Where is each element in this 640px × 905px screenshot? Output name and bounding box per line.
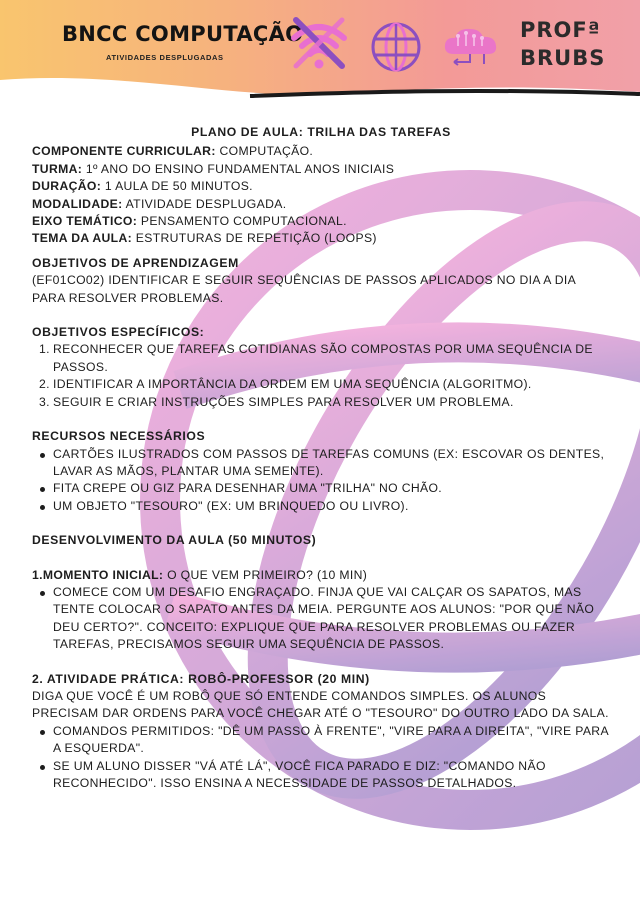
recursos-list <box>32 446 610 516</box>
list-item: SE UM ALUNO DISSER "VÁ ATÉ LÁ", VOCÊ FICA PARADO E DIZ: "COMANDO NÃO RECONHECIDO". ISSO ENSINA A NECESSIDADE DE PASSOS DETALHADOS. <box>32 758 610 793</box>
objetivos-especificos-list <box>32 341 610 411</box>
momento-inicial-list <box>32 584 610 654</box>
info-label: MODALIDADE: <box>32 196 123 211</box>
info-value: ATIVIDADE DESPLUGADA. <box>122 196 287 211</box>
list-number: 3. <box>39 394 50 409</box>
momento-inicial-heading <box>32 567 610 584</box>
author-line1: PROFª <box>520 18 601 42</box>
info-value: PENSAMENTO COMPUTACIONAL. <box>137 214 347 229</box>
page-title: PLANO DE AULA: TRILHA DAS TAREFAS <box>191 125 451 139</box>
brand-subtitle: ATIVIDADES DESPLUGADAS <box>106 53 224 62</box>
section-heading-objetivos-aprendizagem: OBJETIVOS DE APRENDIZAGEM <box>32 255 239 270</box>
atividade-pratica-text: DIGA QUE VOCÊ É UM ROBÔ QUE SÓ ENTENDE COMANDOS SIMPLES. OS ALUNOS PRECISAM DAR ORDENS PARA VOCÊ CHEGAR ATÉ O "TESOURO" DO OUTRO LADO DA SALA. <box>32 688 609 721</box>
list-item: CARTÕES ILUSTRADOS COM PASSOS DE TAREFAS COMUNS (EX: ESCOVAR OS DENTES, LAVAR AS MÃOS, PLANTAR UMA SEMENTE). <box>32 446 610 481</box>
brand-title: BNCC COMPUTAÇÃO <box>62 22 304 46</box>
list-item-text: RECONHECER QUE TAREFAS COTIDIANAS SÃO COMPOSTAS POR UMA SEQUÊNCIA DE PASSOS. <box>53 342 593 374</box>
momento-inicial-label: 1.MOMENTO INICIAL: <box>32 567 164 582</box>
info-label: TEMA DA AULA: <box>32 231 133 246</box>
info-tema <box>32 230 610 247</box>
section-heading-recursos: RECURSOS NECESSÁRIOS <box>32 429 206 444</box>
info-value: ESTRUTURAS DE REPETIÇÃO (LOOPS) <box>132 231 377 246</box>
list-item-text: SEGUIR E CRIAR INSTRUÇÕES SIMPLES PARA RESOLVER UM PROBLEMA. <box>53 394 514 409</box>
list-item: FITA CREPE OU GIZ PARA DESENHAR UMA "TRILHA" NO CHÃO. <box>32 480 610 497</box>
list-item: COMANDOS PERMITIDOS: "DÊ UM PASSO À FRENTE", "VIRE PARA A DIREITA", "VIRE PARA A ESQUERDA". <box>32 723 610 758</box>
list-item <box>32 341 610 376</box>
info-block <box>32 143 610 247</box>
momento-inicial-value: O QUE VEM PRIMEIRO? (10 MIN) <box>163 567 368 582</box>
list-number: 1. <box>39 342 50 357</box>
info-eixo <box>32 213 610 230</box>
section-heading-desenvolvimento: DESENVOLVIMENTO DA AULA (50 MINUTOS) <box>32 533 317 548</box>
info-value: 1 AULA DE 50 MINUTOS. <box>101 179 253 194</box>
section-heading-atividade-pratica: 2. ATIVIDADE PRÁTICA: ROBÔ-PROFESSOR (20 MIN) <box>32 671 370 686</box>
info-duracao <box>32 178 610 195</box>
list-item: COMECE COM UM DESAFIO ENGRAÇADO. FINJA QUE VAI CALÇAR OS SAPATOS, MAS TENTE COLOCAR O SAPATO ANTES DA MEIA. PERGUNTE AOS ALUNOS: "POR QUE NÃO DEU CERTO?". CONCEITO: EXPLIQUE QUE PARA RESOLVER PROBLEMAS OU FAZER TAREFAS, PRECISAMOS SEGUIR UMA SEQUÊNCIA DE PASSOS. <box>32 584 610 654</box>
objetivos-aprendizagem-text: (EF01CO02) IDENTIFICAR E SEGUIR SEQUÊNCIAS DE PASSOS APLICADOS NO DIA A DIA PARA RESOLVER PROBLEMAS. <box>32 273 576 305</box>
list-number: 2. <box>39 377 50 392</box>
info-componente <box>32 143 610 160</box>
info-label: DURAÇÃO: <box>32 179 102 194</box>
globe-icon <box>369 20 423 74</box>
no-wifi-icon <box>288 14 350 72</box>
section-heading-objetivos-especificos: OBJETIVOS ESPECÍFICOS: <box>32 325 205 340</box>
info-value: COMPUTAÇÃO. <box>215 144 314 159</box>
list-item-text: IDENTIFICAR A IMPORTÂNCIA DA ORDEM EM UMA SEQUÊNCIA (ALGORITMO). <box>53 377 532 392</box>
brand <box>62 22 303 62</box>
list-item <box>32 376 610 393</box>
info-label: COMPONENTE CURRICULAR: <box>32 144 216 159</box>
info-label: EIXO TEMÁTICO: <box>32 214 138 229</box>
atividade-pratica-list <box>32 723 610 793</box>
cloud-network-icon <box>440 24 502 70</box>
info-value: 1º ANO DO ENSINO FUNDAMENTAL ANOS INICIAIS <box>82 161 395 176</box>
lesson-plan <box>32 124 610 792</box>
author-name <box>520 16 605 72</box>
author-line2: BRUBS <box>520 46 606 70</box>
info-turma <box>32 161 610 178</box>
header-wave-divider <box>0 70 640 120</box>
list-item: UM OBJETO "TESOURO" (EX: UM BRINQUEDO OU LIVRO). <box>32 498 610 515</box>
info-label: TURMA: <box>32 161 83 176</box>
list-item <box>32 394 610 411</box>
info-modalidade <box>32 196 610 213</box>
